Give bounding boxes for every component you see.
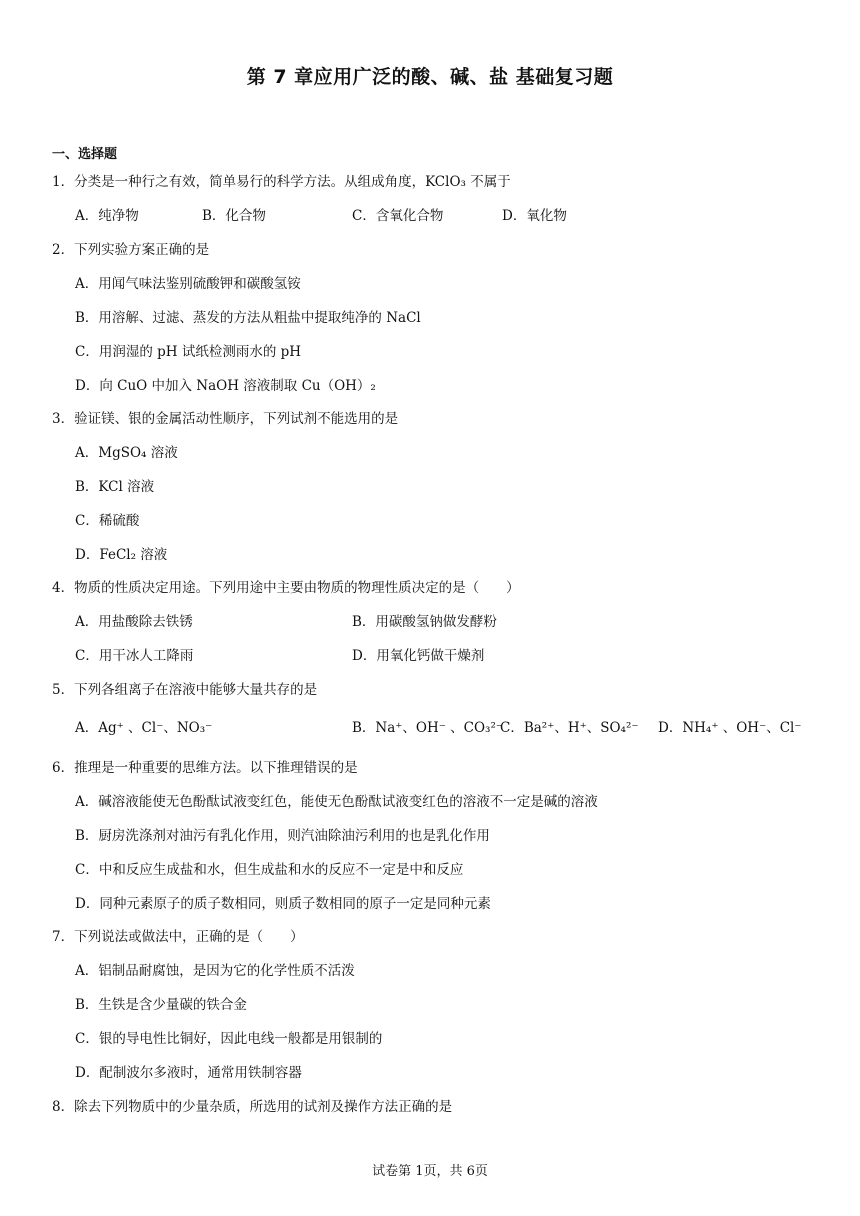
q1-option-d: D．氧化物 [502, 208, 567, 224]
question-3: 3．验证镁、银的金属活动性顺序，下列试剂不能选用的是 [52, 411, 399, 427]
q3-option-a: A．MgSO₄ 溶液 [75, 445, 178, 461]
q7-option-a: A．铝制品耐腐蚀，是因为它的化学性质不活泼 [75, 963, 355, 979]
question-4: 4．物质的性质决定用途。下列用途中主要由物质的物理性质决定的是（ ） [52, 580, 520, 596]
q6-option-b: B．厨房洗涤剂对油污有乳化作用，则汽油除油污利用的也是乳化作用 [75, 828, 490, 844]
q7-option-d: D．配制波尔多液时，通常用铁制容器 [75, 1065, 302, 1081]
q6-option-c: C．中和反应生成盐和水，但生成盐和水的反应不一定是中和反应 [75, 862, 464, 878]
question-8: 8．除去下列物质中的少量杂质，所选用的试剂及操作方法正确的是 [52, 1099, 453, 1115]
q2-option-a: A．用闻气味法鉴别硫酸钾和碳酸氢铵 [75, 276, 301, 292]
q5-option-a: A．Ag⁺ 、Cl⁻、NO₃⁻ [75, 720, 213, 736]
q4-option-c: C．用干冰人工降雨 [75, 648, 194, 664]
q5-option-c: C．Ba²⁺、H⁺、SO₄²⁻ [500, 720, 639, 736]
q2-option-c: C．用润湿的 pH 试纸检测雨水的 pH [75, 344, 302, 360]
q3-option-c: C．稀硫酸 [75, 513, 140, 529]
q7-option-c: C．银的导电性比铜好，因此电线一般都是用银制的 [75, 1031, 383, 1047]
question-5: 5．下列各组离子在溶液中能够大量共存的是 [52, 682, 318, 698]
q3-option-d: D．FeCl₂ 溶液 [75, 547, 168, 563]
q5-option-d: D．NH₄⁺ 、OH⁻、Cl⁻ [658, 720, 802, 736]
q6-option-a: A．碱溶液能使无色酚酞试液变红色，能使无色酚酞试液变红色的溶液不一定是碱的溶液 [75, 794, 598, 810]
page-title: 第 7 章应用广泛的酸、碱、盐 基础复习题 [246, 66, 614, 88]
q2-option-d: D．向 CuO 中加入 NaOH 溶液制取 Cu（OH）₂ [75, 378, 376, 394]
page-footer: 试卷第 1页，共 6页 [372, 1164, 488, 1179]
q7-option-b: B．生铁是含少量碳的铁合金 [75, 997, 247, 1013]
q2-option-b: B．用溶解、过滤、蒸发的方法从粗盐中提取纯净的 NaCl [75, 310, 421, 326]
question-1: 1．分类是一种行之有效，简单易行的科学方法。从组成角度，KClO₃ 不属于 [52, 174, 511, 190]
section-heading: 一、选择题 [52, 147, 118, 162]
q4-option-a: A．用盐酸除去铁锈 [75, 614, 193, 630]
q3-option-b: B．KCl 溶液 [75, 479, 155, 495]
q4-option-b: B．用碳酸氢钠做发酵粉 [352, 614, 497, 630]
question-7: 7．下列说法或做法中，正确的是（ ） [52, 929, 304, 945]
q6-option-d: D．同种元素原子的质子数相同，则质子数相同的原子一定是同种元素 [75, 896, 491, 912]
q1-option-a: A．纯净物 [75, 208, 139, 224]
q1-option-c: C．含氧化合物 [352, 208, 444, 224]
q4-option-d: D．用氧化钙做干燥剂 [352, 648, 485, 664]
q5-option-b: B．Na⁺、OH⁻ 、CO₃²⁻ [352, 720, 504, 736]
question-6: 6．推理是一种重要的思维方法。以下推理错误的是 [52, 760, 358, 776]
q1-option-b: B．化合物 [202, 208, 266, 224]
question-2: 2．下列实验方案正确的是 [52, 242, 210, 258]
